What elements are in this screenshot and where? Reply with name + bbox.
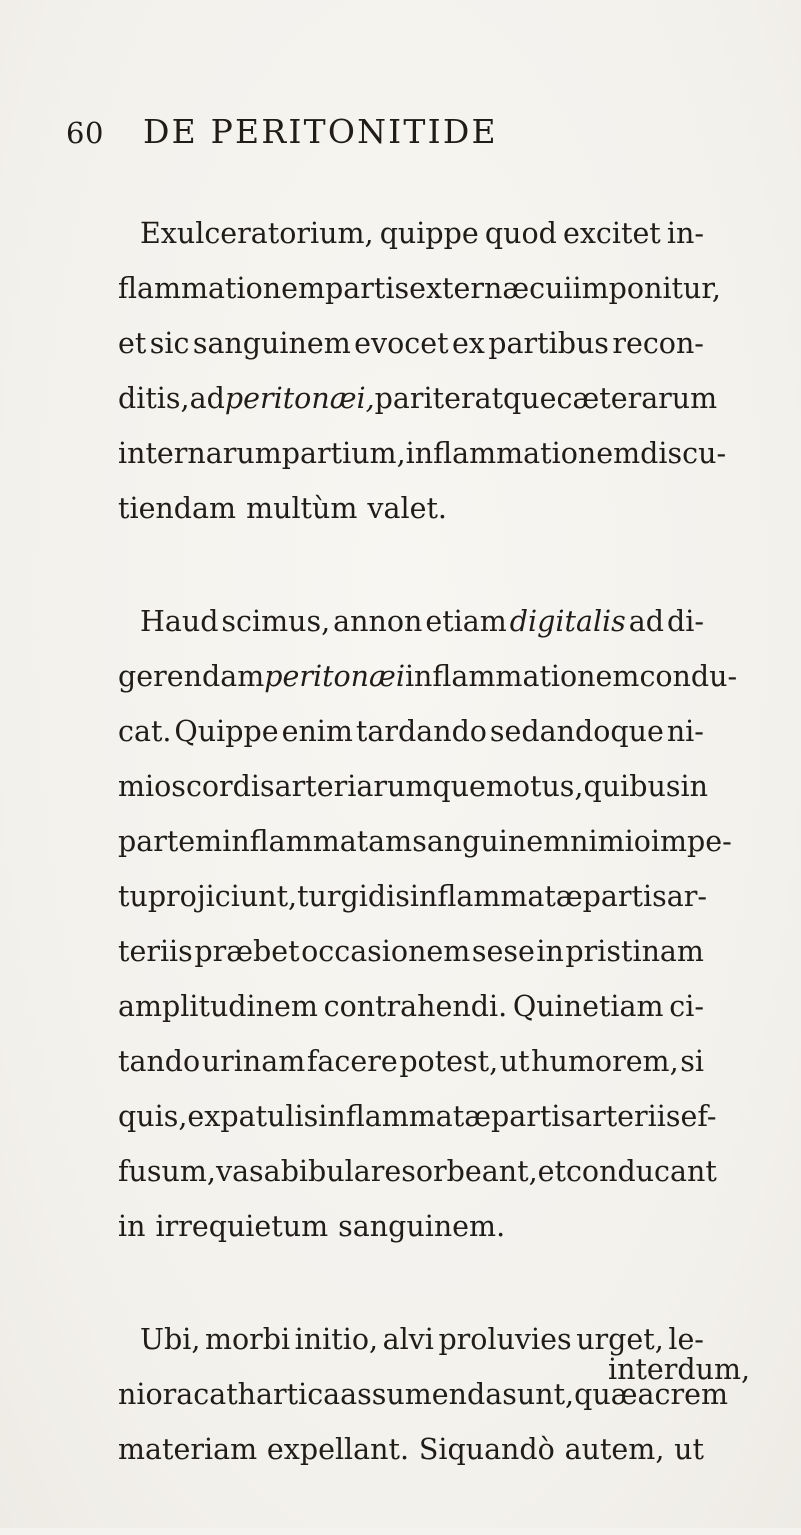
text-line xyxy=(118,759,708,814)
word: flammationem xyxy=(118,272,326,305)
word: motus, xyxy=(485,770,584,803)
text-line xyxy=(118,1089,717,1144)
text-line xyxy=(118,206,704,261)
text-line xyxy=(118,649,738,704)
word: scimus, xyxy=(221,605,331,638)
word: partis xyxy=(491,1100,576,1133)
word: turgidis xyxy=(297,880,410,913)
word: sese xyxy=(471,935,535,968)
word: initio, xyxy=(294,1323,379,1356)
word: annon xyxy=(333,605,423,638)
word: condu- xyxy=(639,660,738,693)
word: ef- xyxy=(680,1100,717,1133)
word: multùm xyxy=(246,492,358,525)
word: valet. xyxy=(367,492,447,525)
text-line xyxy=(118,979,704,1034)
word: si xyxy=(680,1045,704,1078)
word: inflammatæ xyxy=(318,1100,492,1133)
word: le- xyxy=(668,1323,704,1356)
text-line xyxy=(118,371,718,426)
word: cathartica xyxy=(193,1378,341,1411)
word: inflammatam xyxy=(222,825,413,858)
word: Siquandò xyxy=(418,1433,555,1466)
word: materiam xyxy=(118,1433,258,1466)
text-line xyxy=(118,1034,704,1089)
word: Quippe xyxy=(174,715,279,748)
word: occasionem xyxy=(301,935,471,968)
word: impe- xyxy=(650,825,732,858)
word: Exulceratorium, xyxy=(140,217,374,250)
text-line xyxy=(118,924,704,979)
word: ci- xyxy=(669,990,704,1023)
word: sanguinem xyxy=(412,825,571,858)
word: ex xyxy=(451,327,485,360)
text-line xyxy=(118,1199,704,1254)
word: ut xyxy=(674,1433,704,1466)
word: autem, xyxy=(564,1433,665,1466)
word: ar- xyxy=(666,880,707,913)
word: internarum xyxy=(118,437,282,470)
word: partium, xyxy=(281,437,406,470)
word: pristinam xyxy=(565,935,704,968)
word: urget, xyxy=(576,1323,664,1356)
paragraph-cathartica xyxy=(118,1312,728,1477)
text-line xyxy=(118,1144,717,1199)
word: atque xyxy=(474,382,557,415)
word: vasa xyxy=(215,1155,281,1188)
word: excitet xyxy=(562,217,661,250)
word: in xyxy=(680,770,708,803)
word: morbi xyxy=(204,1323,291,1356)
word: sanguinem xyxy=(192,327,351,360)
word: facere xyxy=(306,1045,398,1078)
word: cui xyxy=(529,272,573,305)
word: quæ xyxy=(574,1378,638,1411)
word: bibula xyxy=(280,1155,371,1188)
word: expellant. xyxy=(266,1433,410,1466)
word: quibus xyxy=(583,770,681,803)
word: tando xyxy=(118,1045,201,1078)
word: peritonæi, xyxy=(224,382,375,415)
word: tu xyxy=(118,880,148,913)
word: fusum, xyxy=(118,1155,216,1188)
word: præbet xyxy=(194,935,300,968)
word: partem xyxy=(118,825,223,858)
word: enim xyxy=(281,715,353,748)
word: quod xyxy=(484,217,557,250)
word: patulis xyxy=(220,1100,319,1133)
word: et xyxy=(537,1155,566,1188)
word: arteriis xyxy=(575,1100,681,1133)
word: di- xyxy=(667,605,704,638)
word: Haud xyxy=(140,605,219,638)
word: digitalis xyxy=(509,605,626,638)
word: contrahendi. xyxy=(323,990,508,1023)
word: cordis xyxy=(185,770,275,803)
word: externæ xyxy=(409,272,530,305)
word: potest, xyxy=(399,1045,499,1078)
word: partis xyxy=(582,880,667,913)
word: quis, xyxy=(118,1100,188,1133)
text-line xyxy=(118,481,704,536)
text-line xyxy=(118,426,727,481)
text-line xyxy=(118,704,704,759)
text-line xyxy=(118,1422,704,1477)
word: amplitudinem xyxy=(118,990,318,1023)
word: ditis, xyxy=(118,382,190,415)
word: in- xyxy=(666,217,704,250)
text-line xyxy=(118,261,721,316)
paragraph-digitalis xyxy=(118,594,738,1254)
word: cæterarum xyxy=(556,382,718,415)
word: niora xyxy=(118,1378,194,1411)
word: alvi xyxy=(382,1323,434,1356)
word: ut xyxy=(499,1045,530,1078)
text-line xyxy=(118,869,707,924)
page-number: 60 xyxy=(66,116,104,150)
word: inflammationem xyxy=(404,660,640,693)
running-head: DE PERITONITIDE xyxy=(143,112,498,151)
word: gerendam xyxy=(118,660,265,693)
word: sic xyxy=(149,327,190,360)
word: tardando xyxy=(355,715,487,748)
word: teriis xyxy=(118,935,193,968)
word: ad xyxy=(628,605,665,638)
body-text xyxy=(118,206,738,1535)
word: in xyxy=(536,935,564,968)
word: quippe xyxy=(379,217,479,250)
word: proluvies xyxy=(438,1323,572,1356)
word: recon- xyxy=(612,327,704,360)
word: ad xyxy=(189,382,225,415)
word: urinam xyxy=(201,1045,306,1078)
word: acrem xyxy=(637,1378,728,1411)
word: assumenda xyxy=(340,1378,503,1411)
word: pariter xyxy=(374,382,475,415)
word: Ubi, xyxy=(140,1323,201,1356)
word: tiendam xyxy=(118,492,237,525)
word: cat. xyxy=(118,715,172,748)
word: inflammatæ xyxy=(409,880,583,913)
word: sanguinem. xyxy=(338,1210,506,1243)
word: ex xyxy=(187,1100,221,1133)
word: sedandoque xyxy=(489,715,664,748)
text-line xyxy=(118,594,704,649)
word: Quinetiam xyxy=(512,990,664,1023)
paragraph-exulceratorium xyxy=(118,206,727,536)
word: sunt, xyxy=(502,1378,575,1411)
text-line xyxy=(118,316,704,371)
word: ni- xyxy=(666,715,704,748)
word: discu- xyxy=(640,437,727,470)
page-header xyxy=(0,112,801,156)
word: humorem, xyxy=(531,1045,679,1078)
catchword: interdum, xyxy=(608,1353,751,1386)
word: et xyxy=(118,327,147,360)
word: conducant xyxy=(565,1155,717,1188)
word: partis xyxy=(325,272,410,305)
word: imponitur, xyxy=(572,272,721,305)
word: nimio xyxy=(570,825,651,858)
word: resorbeant, xyxy=(370,1155,538,1188)
text-line xyxy=(118,814,732,869)
word: evocet xyxy=(354,327,449,360)
word: irrequietum xyxy=(155,1210,329,1243)
word: etiam xyxy=(425,605,507,638)
word: inflammationem xyxy=(405,437,641,470)
word: arteriarumque xyxy=(274,770,486,803)
word: projiciunt, xyxy=(147,880,298,913)
word: mios xyxy=(118,770,186,803)
word: in xyxy=(118,1210,146,1243)
word: partibus xyxy=(488,327,609,360)
word: peritonæi xyxy=(264,660,405,693)
